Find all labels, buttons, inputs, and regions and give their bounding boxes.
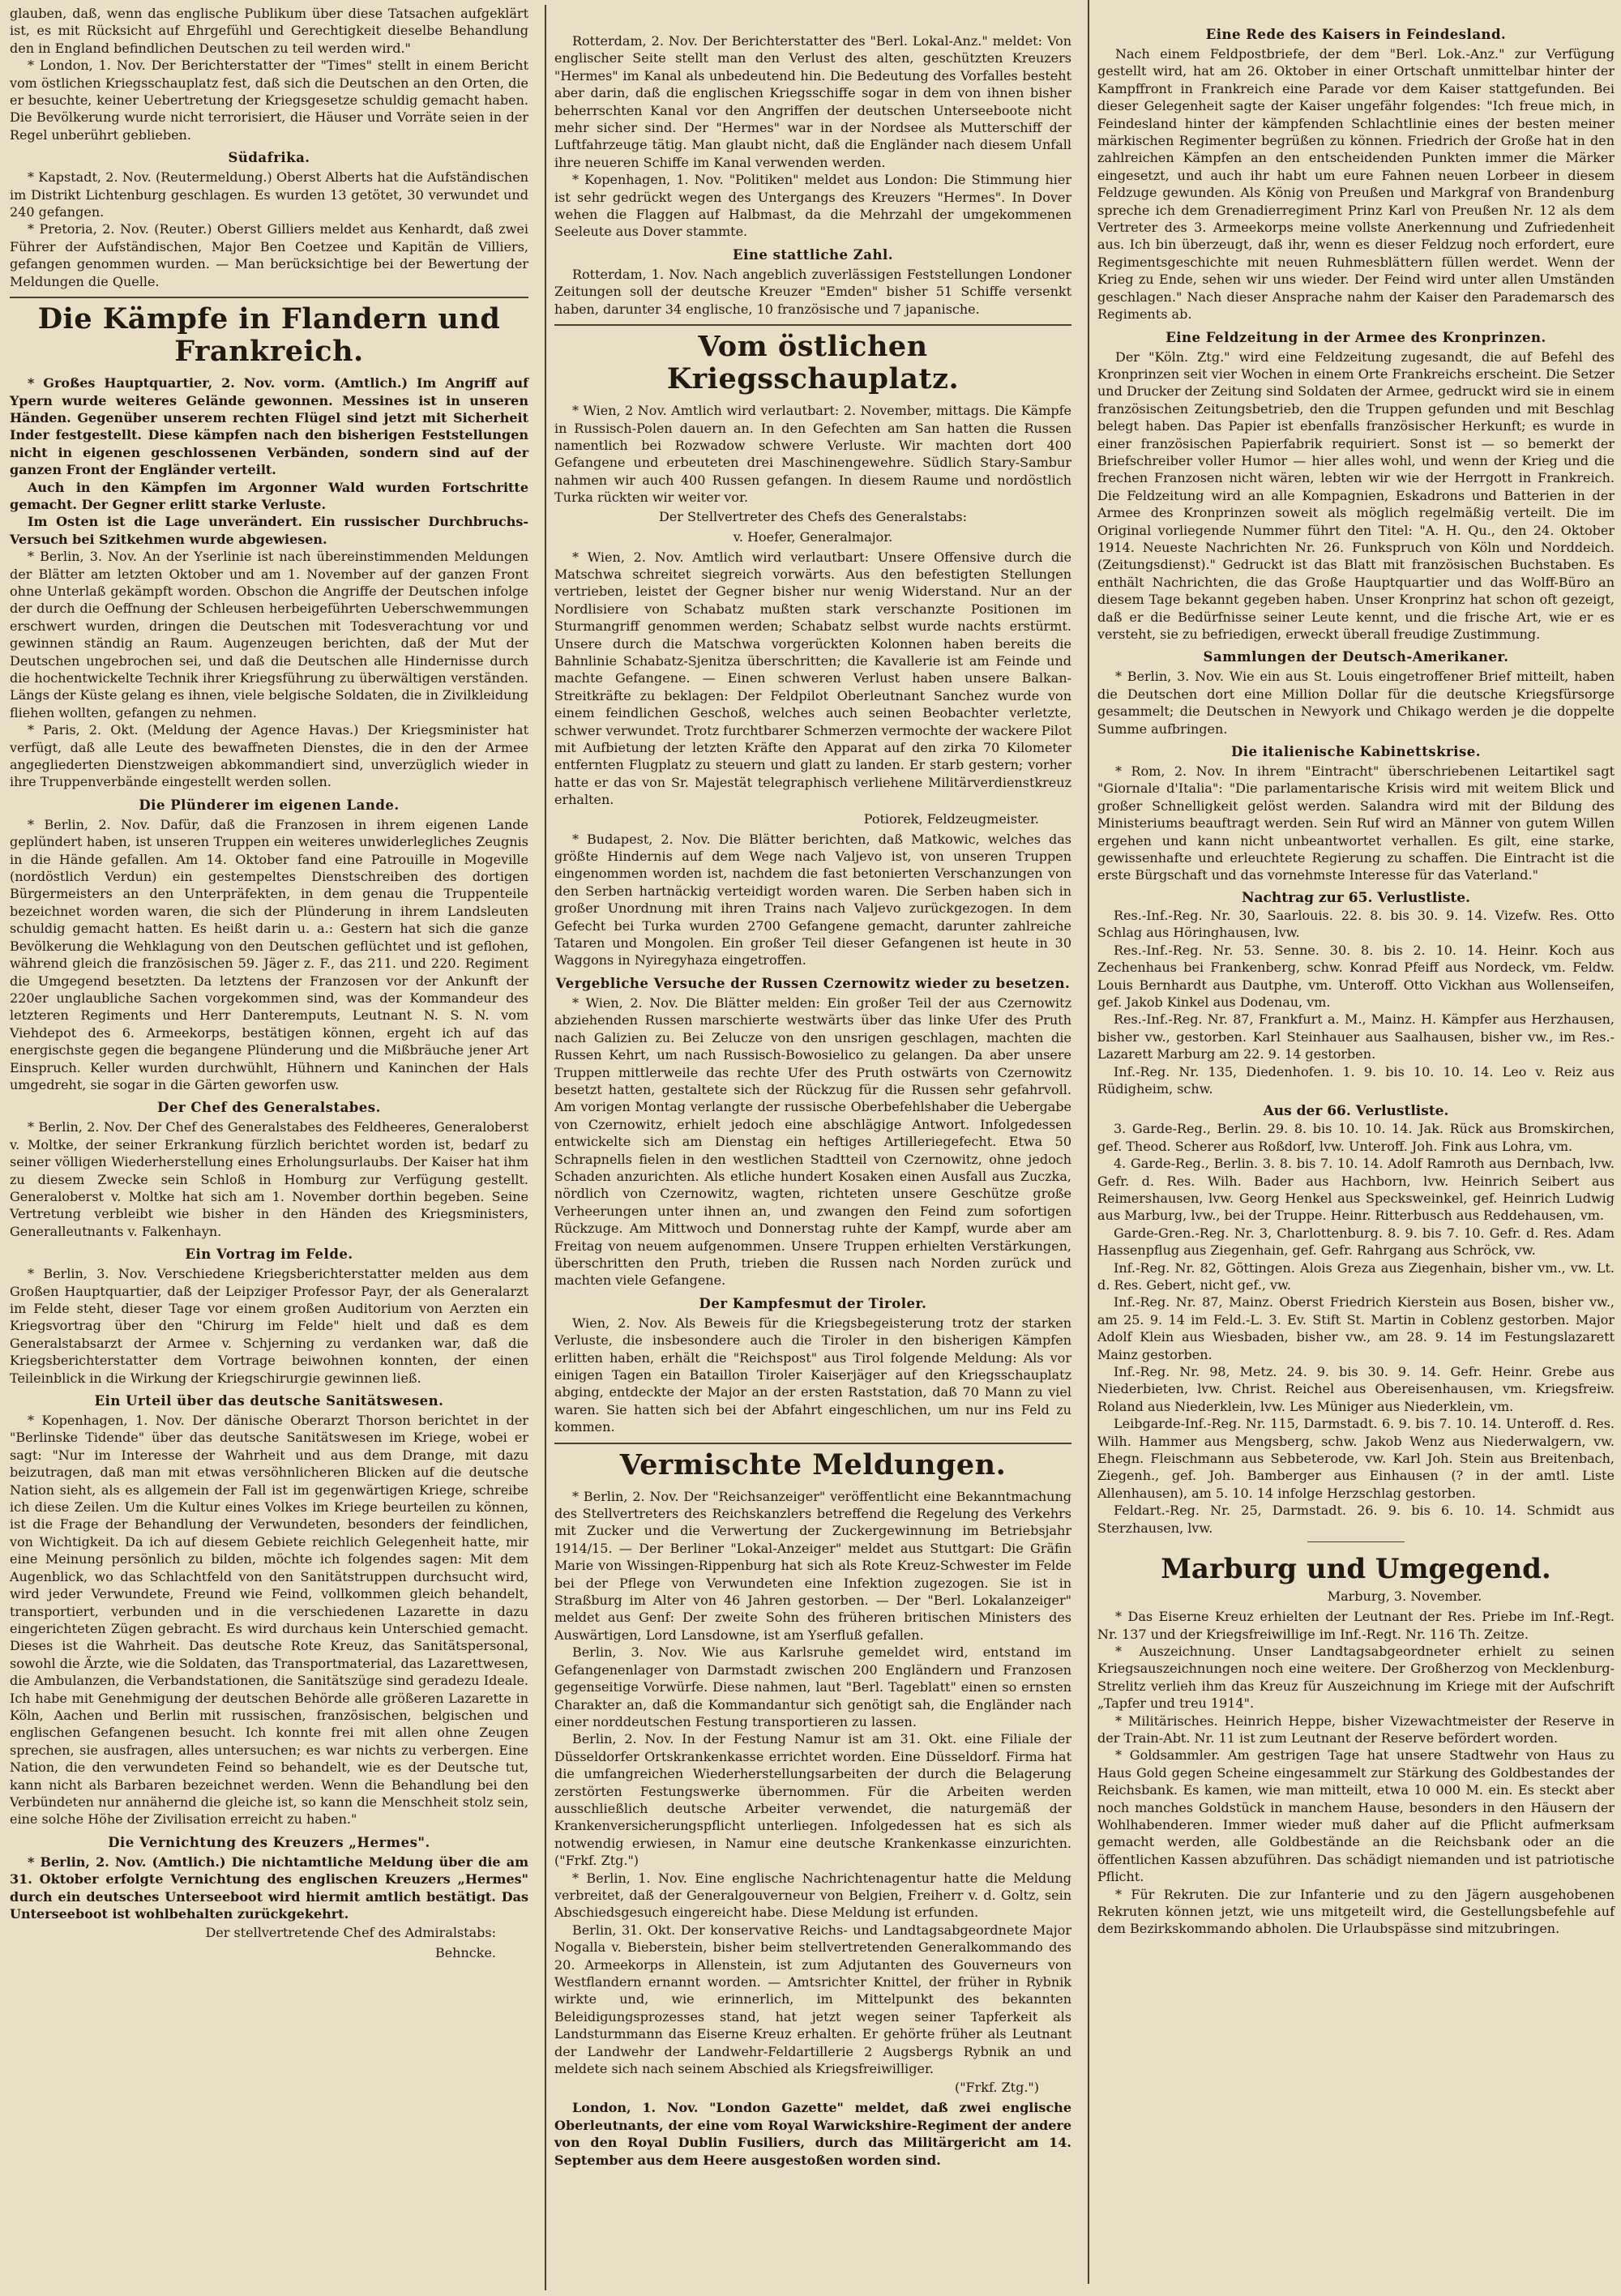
- article-auszeichnung: * Auszeichnung. Unser Landtagsabgeordneter erhielt zu seinen Kriegsauszeichnungen noch eine weitere. Der Großherzog von Mecklenburg-Strelitz verlieh ihm das Kreuz für Auszeichnung im Kriege mit der Aufschrift „Tapfer und treu 1914".: [1097, 1643, 1615, 1712]
- section-heading-sanitaetswesen: Ein Urteil über das deutsche Sanitätswesen.: [94, 1393, 444, 1409]
- article-hauptquartier: * Großes Hauptquartier, 2. Nov. vorm. (Amtlich.) Im Angriff auf Ypern wurde weiteres Gelände gewonnen. Messines ist in unseren Händen. Gegenüber unserem rechten Flügel sind jetzt mit Sicherheit Inder festgestellt. Diese kämpfen nach den bisherigen Feststellungen nicht in eigenen geschlossenen Verbänden, sondern sind auf der ganzen Front der Engländer verteilt.: [10, 375, 528, 478]
- article-paris: * Paris, 2. Okt. (Meldung der Agence Havas.) Der Kriegsminister hat verfügt, daß alle Leute des bewaffneten Dienstes, die in den der Armee angegliederten Dienstzweigen abkommandiert sind, unverzüglich wieder in ihre Truppenverbände eingestellt werden sollen.: [10, 722, 528, 790]
- casualty-list-heading: Aus der 66. Verlustliste.: [1263, 1103, 1449, 1120]
- article-hermes: * Berlin, 2. Nov. (Amtlich.) Die nichtamtliche Meldung über die am 31. Oktober erfolgte Vernichtung des englischen Kreuzers „Hermes" durch ein deutsches Unterseeboot wird hiermit amtlich bestätigt. Das Unterseeboot ist wohlbehalten zurückgekehrt.: [10, 1853, 528, 1922]
- article-pretoria: * Pretoria, 2. Nov. (Reuter.) Oberst Gilliers meldet aus Kenhardt, daß zwei Führer der Aufständischen, Major Ben Coetzee und Kapitän de Villiers, gefangen genommen wurden. — Man berücksichtige bei der Bewertung der Meldungen die Quelle.: [10, 221, 528, 289]
- section-heading-kaiser-rede: Eine Rede des Kaisers in Feindesland.: [1205, 27, 1507, 42]
- section-heading-suedafrika: Südafrika.: [228, 150, 310, 166]
- article-goltz: * Berlin, 1. Nov. Eine englische Nachrichtenagentur hatte die Meldung verbreitet, daß der Generalgouverneur von Belgien, Freiherr v. d. Goltz, sein Abschiedsgesuch eingereicht habe. Diese Meldung ist erfunden.: [554, 1870, 1071, 1921]
- casualty-entry: Inf.-Reg. Nr. 135, Diedenhofen. 1. 9. bis 10. 10. 14. Leo v. Reiz aus Rüdigheim, schw.: [1097, 1063, 1615, 1097]
- column-3: [1088, 0, 1621, 2284]
- signature-name: Potiorek, Feldzeugmeister.: [863, 810, 1039, 827]
- signature-line: Der Stellvertreter des Chefs des Generalstabs:: [658, 508, 968, 524]
- article-emden: Rotterdam, 1. Nov. Nach angeblich zuverlässigen Feststellungen Londoner Zeitungen soll der deutsche Kreuzer "Emden" bisher 51 Schiffe versenkt haben, darunter 34 englische, 10 französische und 7 japanische.: [554, 266, 1071, 317]
- article-vortrag: * Berlin, 3. Nov. Verschiedene Kriegsberichterstatter melden aus dem Großen Hauptquartier, daß der Leipziger Professor Payr, der als Generalarzt im Felde steht, dieser Tage vor einem großen Auditorium von Aerzten ein Kriegsvortrag über den "Chirurg im Felde" hielt und daß es dem Generalstabsarzt der Armee v. Schjerning zu verdanken war, daß die Kriegsberichterstatter dem Vortrage beiwohnen konnten, der einen Teileinblick in die Wirkung der Kriegschirurgie gewinnen ließ.: [10, 1266, 528, 1386]
- article-feldzeitung: Der "Köln. Ztg." wird eine Feldzeitung zugesandt, die auf Befehl des Kronprinzen seit vier Wochen in einem Orte Frankreichs erscheint. Die Setzer und Drucker der Zeitung sind Soldaten der Armee, gedruckt wird sie in einem französischen Zeitungsbetrieb, den die Truppen gefunden und mit Beschlag belegt haben. Das Papier ist ebenfalls französischer Herkunft; es wurde in einer französischen Papierfabrik requiriert. Sonst ist — so bemerkt der Briefschreiber voller Humor — hier alles wohl, und wenn der Krieg und die frechen Franzosen nicht wären, lebten wir wie der Herrgott in Frankreich. Die Feldzeitung wird an alle Kompagnien, Eskadrons und Batterien in der Armee des Kronprinzen soweit als möglich regelmäßig verteilt. Die im Original vorliegende Nummer führt den Titel: "A. H. Qu., den 24. Oktober 1914. Neueste Nachrichten Nr. 26. Funkspruch von Köln und Norddeich. (Zeitungsdienst)." Gedruckt ist das Blatt mit französischen Buchstaben. Es enthält Nachrichten, die das Große Hauptquartier und das Wolff-Büro an diesem Tage bekannt gegeben haben. Unser Kronprinz hat schon oft gezeigt, daß er die Bedürfnisse seiner Leute kennt, und die frische Art, wie er es versteht, sie zu befriedigen, erweckt überall freudige Zustimmung.: [1097, 348, 1615, 642]
- casualty-entry: Feldart.-Reg. Nr. 25, Darmstadt. 26. 9. bis 6. 10. 14. Schmidt aus Sterzhausen, lvw.: [1097, 1503, 1615, 1536]
- casualty-entry: Inf.-Reg. Nr. 82, Göttingen. Alois Greza aus Ziegenhain, bisher vm., vw. Lt. d. Res. Gebert, nicht gef., vw.: [1097, 1259, 1615, 1293]
- article-wien-2: * Wien, 2. Nov. Amtlich wird verlautbart: Unsere Offensive durch die Matschwa schreitet siegreich vorwärts. Aus den befestigten Stellungen vertrieben, leistet der Gegner bisher nur wenig Widerstand. Nur an der Nordlisiere von Schabatz mußten stark verschanzte Positionen im Sturmangriff genommen werden; Schabatz selbst wurde nachts erstürmt. Unsere durch die Matschwa vorgerückten Kolonnen haben bereits die Bahnlinie Schabatz-Sjenitza überschritten; die Kavallerie ist am Feinde und machte Gefangene. — Einen schweren Verlust haben unsere Balkan-Streitkräfte zu beklagen: Der Feldpilot Oberleutnant Sanchez wurde von einem feindlichen Geschoß, welches auch seinen Beobachter verletzte, schwer verwundet. Trotz furchtbarer Schmerzen vermochte der wackere Pilot mit Aufbietung der letzten Kräfte den Apparat auf den zirka 70 Kilometer entfernten Flugplatz zu steuern und glatt zu landen. Er starb gestern; vorher hatte er das von Sr. Majestät telegraphisch verliehene Militärverdienstkreuz erhalten.: [554, 549, 1071, 808]
- signature-name: v. Hoefer, Generalmajor.: [733, 528, 893, 545]
- article-czernowitz: * Wien, 2. Nov. Die Blätter melden: Ein großer Teil der aus Czernowitz abziehenden Russen marschierte westwärts über das linke Ufer des Pruth nach Galizien zu. Bei Zelucze von den unsrigen geschlagen, machten die Russen Kehrt, um nach Russisch-Bowosielico zu gelangen. Da aber unsere Truppen mittlerweile das rechte Ufer des Pruth ostwärts von Czernowitz besetzt hatten, gestaltete sich der Rückzug für die Russen sehr gefahrvoll. Am vorigen Montag verlangte der russische Oberbefehlshaber die Uebergabe von Czernowitz, erhielt jedoch eine abschlägige Antwort. Infolgedessen entwickelte sich am Dienstag ein heftiges Artilleriegefecht. Etwa 50 Schrapnells fielen in den westlichen Stadtteil von Czernowitz, ohne jedoch Schaden anzurichten. Als etliche hundert Kosaken einen Ausfall aus Zuczka, nördlich von Czernowitz, wagten, richteten unsere Geschütze große Verheerungen unter ihnen an, und zwangen den Feind zum sofortigen Rückzuge. Am Mittwoch und Donnerstag ruhte der Kampf, wurde aber am Freitag von neuem aufgenommen. Unsere Truppen erhielten Verstärkungen, überschritten den Pruth, trieben die Russen nach Norden zurück und machten viele Gefangene.: [554, 994, 1071, 1289]
- headline-oestlicher-kriegsschauplatz: Vom östlichen Kriegsschauplatz.: [554, 324, 1071, 395]
- article-kabinettskrise: * Rom, 2. Nov. In ihrem "Eintracht" überschriebenen Leitartikel sagt "Giornale d'Italia": "Die parlamentarische Krisis wird mit weitem Blick und großer Schnelligkeit gelöst werden. Salandra wird mit der Bildung des Ministeriums beauftragt werden. Sein Ruf wird an Männer von gutem Willen ergehen und kann nicht unbeantwortet verhallen. Es gilt, eine starke, gewissenhafte und erleuchtete Regierung zu schaffen. Die Eintracht ist die erste Bürgschaft und das vornehmste Interesse für das Vaterland.": [1097, 763, 1615, 883]
- section-heading-chef: Der Chef des Generalstabes.: [157, 1100, 381, 1116]
- article-darmstadt-lager: Berlin, 3. Nov. Wie aus Karlsruhe gemeldet wird, entstand im Gefangenenlager von Darmstadt zwischen 200 Engländern und Franzosen gegenseitige Vorwürfe. Diese nahmen, laut "Berl. Tageblatt" einen so ernsten Charakter an, daß die Kommandantur sich genötigt sah, die Engländer nach einer norddeutschen Festung transportieren zu lassen.: [554, 1644, 1071, 1729]
- casualty-entry: Res.-Inf.-Reg. Nr. 53. Senne. 30. 8. bis 2. 10. 14. Heinr. Koch aus Zechenhaus bei Frankenberg, schw. Konrad Pfeiff aus Nordeck, vm. Feldw. Louis Bernhardt aus Dautphe, vm. Unteroff. Otto Vickhan aus Wollenseifen, gef. Jakob Kinkel aus Dodenau, vm.: [1097, 942, 1615, 1010]
- article-kaiser-rede: Nach einem Feldpostbriefe, der dem "Berl. Lok.-Anz." zur Verfügung gestellt wird, hat am 26. Oktober in einer Ortschaft unmittelbar hinter der Kampffront in Frankreich eine Parade vor dem Kaiser stattgefunden. Bei dieser Gelegenheit sagte der Kaiser ungefähr folgendes: "Ich freue mich, in Feindesland hinter der kämpfenden Schlachtlinie eines der besten meiner märkischen Regimenter begrüßen zu können. Friedrich der Große hat in den zahlreichen Kämpfen an den entscheidenden Punkten immer die Märker eingesetzt, und auch ihr habt um eure Fahnen neuen Lorbeer in diesem Feldzuge gewunden. Als König von Preußen und Markgraf von Brandenburg spreche ich dem Grenadierregiment Prinz Karl von Preußen Nr. 12 als dem Vertreter des 3. Armeekorps meine vollste Anerkennung und Zufriedenheit aus. Ich bin überzeugt, daß ihr, wenn es dieser Feldzug noch erfordert, eure Regimentsgeschichte mit neuen Ruhmesblättern füllen werdet. Wenn der Krieg zu Ende, sehen wir uns wieder. Der Feind wird unter allen Umständen geschlagen." Nach dieser Ansprache nahm der Kaiser den Parademarsch des Regiments ab.: [1097, 46, 1615, 323]
- section-heading-vortrag: Ein Vortrag im Felde.: [185, 1246, 353, 1263]
- article-reichsanzeiger: * Berlin, 2. Nov. Der "Reichsanzeiger" veröffentlicht eine Bekanntmachung des Stellvertreters des Reichskanzlers betreffend die Regelung des Verkehrs mit Zucker und die Verwertung der Zuckergewinnung im Betriebsjahr 1914/15. — Der Berliner "Lokal-Anzeiger" meldet aus Stuttgart: Die Gräfin Marie von Wissingen-Rippenburg hat sich als Rote Kreuz-Schwester im Felde bei der Pflege von Verwundeten eine Infektion zugezogen. Sie ist in Straßburg im Alter von 46 Jahren gestorben. — Der "Berl. Lokalanzeiger" meldet aus Genf: Der zweite Sohn des früheren britischen Ministers des Auswärtigen, Lord Lansdowne, ist am Yserfluß gefallen.: [554, 1488, 1071, 1643]
- article-sanitaetswesen: * Kopenhagen, 1. Nov. Der dänische Oberarzt Thorson berichtet in der "Berlinske Tidende" über das deutsche Sanitätswesen im Kriege, wobei er sagt: "Nur im Interesse der Wahrheit und aus dem Drange, mit dazu beizutragen, daß man mit etwas versöhnlicheren Blicken auf die deutsche Nation sieht, als es allgemein der Fall ist im gegenwärtigen Kriege, schreibe ich diese Zeilen. Um die Kultur eines Volkes im Kriege beurteilen zu können, ist die Frage der Behandlung der Verwundeten, besonders der feindlichen, von Wichtigkeit. Da ich auf diesem Gebiete reichlich Gelegenheit hatte, mir eine Meinung persönlich zu bilden, möchte ich folgendes sagen: Mit dem Augenblick, wo das Schlachtfeld von den Sanitätstruppen durchsucht wird, wird jeder Verwundete, Freund wie Feind, vollkommen gleich behandelt, transportiert, verbunden und in die verschiedenen Lazarette in dazu eingerichteten Zügen gebracht. Es wird durchaus kein Unterschied gemacht. Dieses ist die Wahrheit. Das deutsche Rote Kreuz, das Sanitätspersonal, sowohl die Ärzte, wie die Soldaten, das Transportmaterial, das Lazarettwesen, die Ambulanzen, die Verbandstationen, die Sanitätszüge sind geradezu Ideale. Ich habe mit Genehmigung der deutschen Behörde alle größeren Lazarette in Köln, Aachen und Berlin mit russischen, französischen, belgischen und englischen Gefangenen besucht. Ich konnte frei mit allen ohne Zeugen sprechen, sie ausfragen, alles untersuchen; es war nichts zu verbergen. Eine Nation, die den verwundeten Feind so behandelt, wie es der Deutsche tut, kann nicht als Barbaren bezeichnet werden. Wenn die Behandlung bei den Verbündeten nur annähernd die gleiche ist, so kann die Menschheit stolz sein, eine solche Höhe der Zivilisation erreicht zu haben.": [10, 1413, 528, 1828]
- casualty-entry: Inf.-Reg. Nr. 98, Metz. 24. 9. bis 30. 9. 14. Gefr. Heinr. Grebe aus Niederbieten, lvw. Christ. Reichel aus Obereisenhausen, vm. Kriegsfreiw. Roland aus Niederklein, lvw. Les Müniger aus Niederklein, vm.: [1097, 1364, 1615, 1414]
- article-london-times: * London, 1. Nov. Der Berichterstatter der "Times" stellt in einem Bericht vom östlichen Kriegsschauplatz fest, daß sich die Deutschen an den Orten, die er besuchte, keiner Uebertretung der Kriegsgesetze schuldig gemacht haben. Die Bevölkerung wurde nicht terrorisiert, die Häuser und Vorräte seien in der Regel unberührt geblieben.: [10, 58, 528, 143]
- article-tiroler: Wien, 2. Nov. Als Beweis für die Kriegsbegeisterung trotz der starken Verluste, die insbesondere auch die Tiroler in den bisherigen Kämpfen erlitten haben, erhält die "Reichspost" aus Tirol folgende Meldung: Als vor einigen Tagen ein Bataillon Tiroler Kaiserjäger auf den Kriegsschauplatz abging, entdeckte der Major an der ersten Raststation, daß 70 Mann zu viel waren. Sie hatten sich bei der Abfahrt eingeschlichen, um nur ins Feld zu kommen.: [554, 1315, 1071, 1435]
- headline-vermischte-meldungen: Vermischte Meldungen.: [554, 1443, 1071, 1481]
- dateline: Marburg, 3. November.: [1327, 1588, 1482, 1605]
- headline-marburg: Marburg und Umgegend.: [1161, 1553, 1551, 1586]
- article-chef-generalstab: * Berlin, 2. Nov. Der Chef des Generalstabes des Feldheeres, Generaloberst v. Moltke, der seiner Erkrankung fürzlich berichtet worden ist, bedarf zu seiner völligen Wiederherstellung eines Erholungsurlaubs. Der Kaiser hat ihm zu diesem Zwecke sein Schloß in Homburg zur Verfügung gestellt. Generaloberst v. Moltke hat sich am 1. November dorthin begeben. Seine Vertretung verbleibt wie bisher in den Händen des Kriegsministers, Generalleutnants v. Falkenhayn.: [10, 1119, 528, 1239]
- casualty-entry: 3. Garde-Reg., Berlin. 29. 8. bis 10. 10. 14. Jak. Rück aus Bromskirchen, gef. Theod. Scherer aus Roßdorf, lvw. Unteroff. Joh. Fink aus Lohra, vm.: [1097, 1121, 1615, 1154]
- casualty-list-heading: Nachtrag zur 65. Verlustliste.: [1242, 889, 1470, 906]
- article-argonnen: Auch in den Kämpfen im Argonner Wald wurden Fortschritte gemacht. Der Gegner erlitt starke Verluste.: [10, 479, 528, 512]
- casualty-entry: 4. Garde-Reg., Berlin. 3. 8. bis 7. 10. 14. Adolf Ramroth aus Dernbach, lvw. Gefr. d. Res. Wilh. Bader aus Hachborn, lvw. Heinrich Seibert aus Reimershausen, lvw. Georg Henkel aus Specksweinkel, gef. Heinrich Ludwig aus Marburg, lvw., bei der Truppe. Heinr. Ritterbusch aus Reddehausen, vm.: [1097, 1156, 1615, 1224]
- column-1: [2, 5, 537, 2290]
- source-note: ("Frkf. Ztg."): [954, 2080, 1039, 2096]
- section-heading-kabinettskrise: Die italienische Kabinettskrise.: [1230, 744, 1482, 760]
- article-namur: Berlin, 2. Nov. In der Festung Namur ist am 31. Okt. eine Filiale der Düsseldorfer Ortskrankenkasse errichtet worden. Eine Düsseldorf. Firma hat die umfangreichen Wiederherstellungsarbeiten der durch die Belagerung zerstörten Festungswerke übernommen. Für die Arbeiten werden ausschließlich deutsche Arbeiter verwendet, die naturgemäß der Krankenversicherungspflicht unterliegen. Infolgedessen hat es sich als notwendig erwiesen, in Namur eine deutsche Krankenkasse einzurichten. ("Frkf. Ztg."): [554, 1731, 1071, 1869]
- article-sammlungen: * Berlin, 3. Nov. Wie ein aus St. Louis eingetroffener Brief mitteilt, haben die Deutschen dort eine Million Dollar für die deutsche Kriegsfürsorge gesammelt; die Deutschen in Newyork und Chikago werden je die doppelte Summe aufbringen.: [1097, 669, 1615, 737]
- article-rekruten: * Für Rekruten. Die zur Infanterie und zu den Jägern ausgehobenen Rekruten können jetzt, wie uns mitgeteilt wird, die Gestellungsbefehle auf dem Bezirkskommando abholen. Die Urlaubspässe sind mitzubringen.: [1097, 1886, 1615, 1937]
- casualty-entry: Garde-Gren.-Reg. Nr. 3, Charlottenburg. 8. 9. bis 7. 10. Gefr. d. Res. Adam Hassenpflug aus Ziegenhain, gef. Gefr. Rahrgang aus Schröck, vw.: [1097, 1225, 1615, 1259]
- signature-name: Behncke.: [434, 1945, 496, 1961]
- article-osten: Im Osten ist die Lage unverändert. Ein russischer Durchbruchs-Versuch bei Szitkehmen wurde abgewiesen.: [10, 514, 528, 547]
- article-nogalla: Berlin, 31. Okt. Der konservative Reichs- und Landtagsabgeordnete Major Nogalla v. Bieberstein, bisher beim stellvertretenden Generalkommando des 20. Armeekorps in Allenstein, ist zum Adjutanten des Gouverneurs von Westflandern ernannt worden. — Amtsrichter Knittel, der früher in Rybnik wirkte und, wie erinnerlich, im Mittelpunkt des bekannten Beleidigungsprozesses stand, hat jetzt wegen seiner Tapferkeit als Landsturmmann das Eiserne Kreuz erhalten. Er gehörte früher als Leutnant der Landwehr der Landwehr-Feldartillerie 2 Augsbergs Rybnik an und meldete sich nach seinem Abschied als Kriegsfreiwilliger.: [554, 1922, 1071, 2077]
- casualty-entry: Inf.-Reg. Nr. 87, Mainz. Oberst Friedrich Kierstein aus Bosen, bisher vw., am 25. 9. 14 im Feld.-L. 3. Ev. Stift St. Martin in Coblenz gestorben. Major Adolf Klein aus Wiesbaden, bisher vw., am 28. 9. 14 im Festungslazarett Mainz gestorben.: [1097, 1294, 1615, 1362]
- section-heading-czernowitz: Vergebliche Versuche der Russen Czernowitz wieder zu besetzen.: [555, 975, 1071, 991]
- article-rotterdam-hermes: Rotterdam, 2. Nov. Der Berichterstatter des "Berl. Lokal-Anz." meldet: Von englischer Seite stellt man den Verlust des alten, geschützten Kreuzers "Hermes" im Kanal als unbedeutend hin. Die Bedeutung des Vorfalles besteht aber darin, daß die englischen Kriegsschiffe sogar in dem von ihnen bisher beherrschten Kanal vor den Angriffen der deutschen Unterseeboote nicht mehr sicher sind. Der "Hermes" war in der Nordsee als Mutterschiff der Luftfahrzeuge tätig. Man glaubt nicht, daß die Engländer nach diesem Unfall ihre neueren Schiffe im Kanal verwenden werden.: [554, 33, 1071, 170]
- article-kopenhagen: * Kopenhagen, 1. Nov. "Politiken" meldet aus London: Die Stimmung hier ist sehr gedrückt wegen des Untergangs des Kreuzers "Hermes". In Dover wehen die Flaggen auf Halbmast, da die Mehrzahl der umgekommenen Seeleute aus Dover stammte.: [554, 172, 1071, 240]
- section-heading-sammlungen: Sammlungen der Deutsch-Amerikaner.: [1203, 649, 1509, 665]
- section-heading-pluenderer: Die Plünderer im eigenen Lande.: [139, 797, 400, 813]
- article-text: glauben, daß, wenn das englische Publikum über diese Tatsachen aufgeklärt ist, es mit Rücksicht auf Ehrgefühl und Gerechtigkeit dieselbe Behandlung den in England befindlichen Deutschen zu teil werden wird.": [10, 6, 528, 56]
- casualty-entry: Res.-Inf.-Reg. Nr. 30, Saarlouis. 22. 8. bis 30. 9. 14. Vizefw. Res. Otto Schlag aus Höringhausen, lvw.: [1097, 907, 1615, 941]
- article-militaerisches: * Militärisches. Heinrich Heppe, bisher Vizewachtmeister der Reserve in der Train-Abt. Nr. 11 ist zum Leutnant der Reserve befördert worden.: [1097, 1712, 1615, 1746]
- article-yserlinie: * Berlin, 3. Nov. An der Yserlinie ist nach übereinstimmenden Meldungen der Blätter am letzten Oktober und am 1. November auf der ganzen Front ohne Unterlaß gekämpft worden. Obschon die Angriffe der Deutschen infolge der durch die Oeffnung der Schleusen herbeigeführten Ueberschwemmungen erschwert wurden, dringen die Deutschen mit Todesverachtung vor und gewinnen ständig an Raum. Augenzeugen berichten, daß der Mut der Deutschen ungebrochen sei, und daß die Deutschen alle Hindernisse durch die hochentwickelte Technik ihrer Kriegsführung zu überwältigen verständen. Längs der Küste gelang es ihnen, viele belgische Soldaten, die in Zivilkleidung fliehen wollten, gefangen zu nehmen.: [10, 549, 528, 720]
- signature-line: Der stellvertretende Chef des Admiralstabs:: [205, 1925, 496, 1941]
- divider: [1307, 1541, 1405, 1542]
- section-heading-feldzeitung: Eine Feldzeitung in der Armee des Kronprinzen.: [1165, 329, 1546, 345]
- casualty-entry: Res.-Inf.-Reg. Nr. 87, Frankfurt a. M., Mainz. H. Kämpfer aus Herzhausen, bisher vw., gestorben. Karl Steinhauer aus Saalhausen, bisher vw., im Res.-Lazarett Marburg am 22. 9. 14 gestorben.: [1097, 1011, 1615, 1062]
- section-heading-tiroler: Der Kampfesmut der Tiroler.: [699, 1295, 927, 1311]
- article-wien-1: * Wien, 2 Nov. Amtlich wird verlautbart: 2. November, mittags. Die Kämpfe in Russisch-Polen dauern an. In den Gefechten am San hatten die Russen namentlich bei Rozwadow schwere Verluste. Wir machten dort 400 Gefangene und erbeuteten drei Maschinengewehre. Südlich Stary-Sambur nahmen wir auch 400 Russen gefangen. In diesem Raume und nordöstlich Turka rückten wir weiter vor.: [554, 403, 1071, 506]
- casualty-entry: Leibgarde-Inf.-Reg. Nr. 115, Darmstadt. 6. 9. bis 7. 10. 14. Unteroff. d. Res. Wilh. Hammer aus Mengsberg, schw. Jakob Wenz aus Niederwalgern, vw. Ehegn. Fleischmann aus Sebbeterode, vw. Karl Joh. Stein aus Breitenbach, Ziegenh., gef. Joh. Bamberger aus Einhausen (? in der amtl. Liste Allenhausen), am 5. 10. 14 infolge Herzschlag gestorben.: [1097, 1416, 1615, 1501]
- article-pluenderer: * Berlin, 2. Nov. Dafür, daß die Franzosen in ihrem eigenen Lande geplündert haben, ist unseren Truppen ein weiteres unwiderlegliches Zeugnis in die Hände gefallen. Am 14. Oktober fand eine Patrouille in Mogeville (nordöstlich Verdun) ein gestempeltes Dienstschreiben des dortigen Bürgermeisters an den Unterpräfekten, in dem genau die Truppenteile bezeichnet worden waren, die sich der Plünderung in ihrem Landsleuten schuldig gemacht hatten. Es heißt darin u. a.: Gestern hat sich die ganze Bevölkerung die Wehklagung von den Deutschen geflüchtet und ist geflohen, während gleich die französischen 59. Jäger z. F., das 211. und 220. Regiment die Umgegend besetzten. Da letztens der Franzosen vor der Ankunft der 220er unglaubliche Sachen vorgekommen sind, was der Kommandeur des letzteren Regiments und Herr Danteremputs, Leutnant N. S. N. vom Viehdepot des 6. Armeekorps, bestätigen können, ergeht ich auf das energischste gegen die begangene Plünderung und die Mißbräuche jener Art Einspruch. Keller wurden durchwühlt, Hühnern und Kaninchen der Hals umgedreht, sie sogar in die Gärten geworfen usw.: [10, 816, 528, 1092]
- article-eisernes-kreuz: * Das Eiserne Kreuz erhielten der Leutnant der Res. Priebe im Inf.-Regt. Nr. 137 und der Kriegsfreiwillige im Inf.-Regt. Nr. 116 Th. Zeitze.: [1097, 1609, 1615, 1642]
- article-london-gazette: London, 1. Nov. "London Gazette" meldet, daß zwei englische Oberleutnants, der eine vom Royal Warwickshire-Regiment der andere von den Royal Dublin Fusiliers, durch das Militärgericht am 14. September aus dem Heere ausgestoßen worden sind.: [554, 2100, 1071, 2168]
- article-kapstadt: * Kapstadt, 2. Nov. (Reutermeldung.) Oberst Alberts hat die Aufständischen im Distrikt Lichtenburg geschlagen. Es wurden 13 getötet, 30 verwundet und 240 gefangen.: [10, 169, 528, 220]
- article-budapest: * Budapest, 2. Nov. Die Blätter berichten, daß Matkowic, welches das größte Hindernis auf dem Wege nach Valjevo ist, von unseren Truppen eingenommen worden ist, nachdem die fast betonierten Verschanzungen von den Serben hartnäckig verteidigt worden waren. Die Serben haben sich in großer Unordnung mit ihren Trains nach Valjevo zurückgezogen. In dem Gefecht bei Turka wurden 2700 Gefangene gemacht, darunter zahlreiche Tataren und Mongolen. Ein großer Teil dieser Gefangenen ist heute in 30 Waggons in Nyiregyhaza eingetroffen.: [554, 831, 1071, 968]
- section-heading-zahl: Eine stattliche Zahl.: [733, 246, 893, 263]
- headline-kaempfe-flandern: Die Kämpfe in Flandern und Frankreich.: [10, 297, 528, 368]
- article-goldsammler: * Goldsammler. Am gestrigen Tage hat unsere Stadtwehr von Haus zu Haus Gold gegen Scheine eingesammelt zur Stärkung des Goldbestandes der Reichsbank. Es kamen, wie man mitteilt, etwa 10 000 M. ein. Es steckt aber noch manches Goldstück in manchem Hause, besonders in den Häusern der Wohlhabenderen. Immer wieder muß daher auf die Pflicht aufmerksam gemacht werden, alle Goldbestände an die Reichsbank oder an die öffentlichen Kassen abzuführen. Das schädigt niemanden und ist patriotische Pflicht.: [1097, 1747, 1615, 1885]
- column-2: [545, 5, 1080, 2290]
- section-heading-hermes: Die Vernichtung des Kreuzers „Hermes".: [108, 1834, 430, 1850]
